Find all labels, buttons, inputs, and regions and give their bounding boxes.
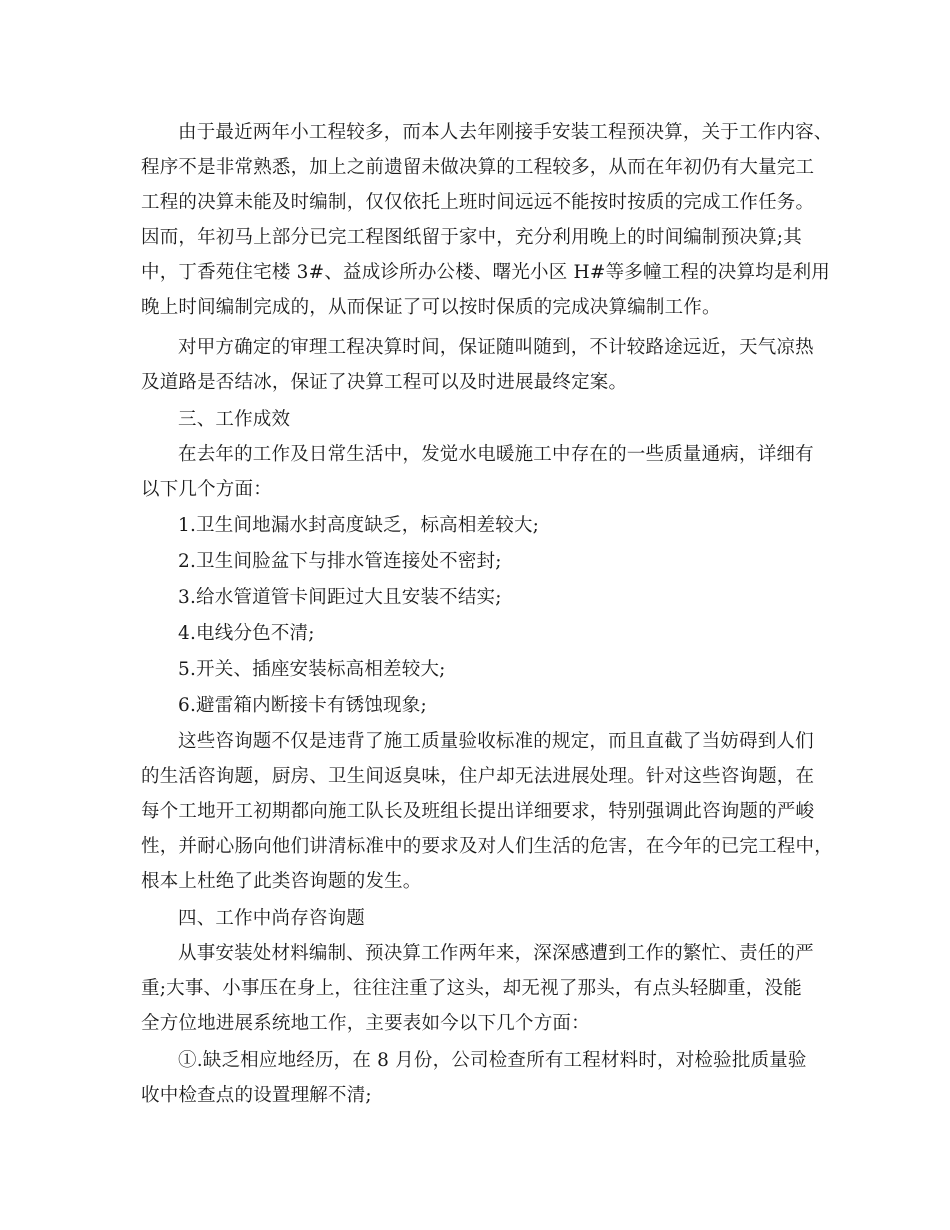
- section-heading-4: 四、工作中尚存咨询题: [178, 908, 366, 929]
- paragraph-4-line-5: 根本上杜绝了此类咨询题的发生。: [141, 871, 422, 892]
- paragraph-5-line-2: 重;大事、小事压在身上，往往注重了这头，却无视了那头，有点头轻脚重，没能: [141, 978, 802, 999]
- paragraph-3-line-2: 以下几个方面：: [141, 479, 272, 500]
- paragraph-1-line-4: 因而，年初马上部分已完工程图纸留于家中，充分利用晚上的时间编制预决算;其: [141, 227, 802, 248]
- paragraph-5-line-3: 全方位地进展系统地工作，主要表如今以下几个方面：: [141, 1013, 590, 1034]
- paragraph-4-line-1: 这些咨询题不仅是违背了施工质量验收标准的规定，而且直截了当妨碍到人们: [178, 731, 814, 752]
- paragraph-5-line-1: 从事安装处材料编制、预决算工作两年来，深深感遭到工作的繁忙、责任的严: [178, 943, 814, 964]
- paragraph-4-line-3: 每个工地开工初期都向施工队长及班组长提出详细要求，特别强调此咨询题的严峻: [141, 801, 815, 822]
- paragraph-3-line-1: 在去年的工作及日常生活中，发觉水电暖施工中存在的一些质量通病，详细有: [178, 444, 814, 465]
- paragraph-6-line-1: ①.缺乏相应地经历，在 8 月份，公司检查所有工程材料时，对检验批质量验: [178, 1050, 807, 1071]
- paragraph-1-line-6: 晚上时间编制完成的，从而保证了可以按时保质的完成决算编制工作。: [141, 297, 721, 318]
- paragraph-4-line-4: 性，并耐心肠向他们讲清标准中的要求及对人们生活的危害，在今年的已完工程中，: [141, 836, 833, 857]
- list-item-1: 1.卫生间地漏水封高度缺乏，标高相差较大;: [178, 515, 540, 536]
- paragraph-2-line-1: 对甲方确定的审理工程决算时间，保证随叫随到，不计较路途远近，天气凉热: [178, 337, 814, 358]
- paragraph-4-line-2: 的生活咨询题，厨房、卫生间返臭味，住户却无法进展处理。针对这些咨询题，在: [141, 766, 815, 787]
- paragraph-1-line-1: 由于最近两年小工程较多，而本人去年刚接手安装工程预决算，关于工作内容、: [178, 122, 833, 143]
- paragraph-1-line-5: 中，丁香苑住宅楼 3#、益成诊所办公楼、曙光小区 H#等多幢工程的决算均是利用: [141, 262, 830, 283]
- list-item-5: 5.开关、插座安装标高相差较大;: [178, 659, 446, 680]
- list-item-6: 6.避雷箱内断接卡有锈蚀现象;: [178, 695, 427, 716]
- paragraph-1-line-3: 工程的决算未能及时编制，仅仅依托上班时间远远不能按时按质的完成工作任务。: [141, 192, 815, 213]
- section-heading-3: 三、工作成效: [178, 409, 291, 430]
- paragraph-2-line-2: 及道路是否结冰，保证了决算工程可以及时进展最终定案。: [141, 372, 628, 393]
- paragraph-6-line-2: 收中检查点的设置理解不清;: [141, 1085, 372, 1106]
- list-item-2: 2.卫生间脸盆下与排水管连接处不密封;: [178, 551, 502, 572]
- list-item-4: 4.电线分色不清;: [178, 623, 315, 644]
- paragraph-1-line-2: 程序不是非常熟悉，加上之前遗留未做决算的工程较多，从而在年初仍有大量完工: [141, 157, 815, 178]
- list-item-3: 3.给水管道管卡间距过大且安装不结实;: [178, 587, 502, 608]
